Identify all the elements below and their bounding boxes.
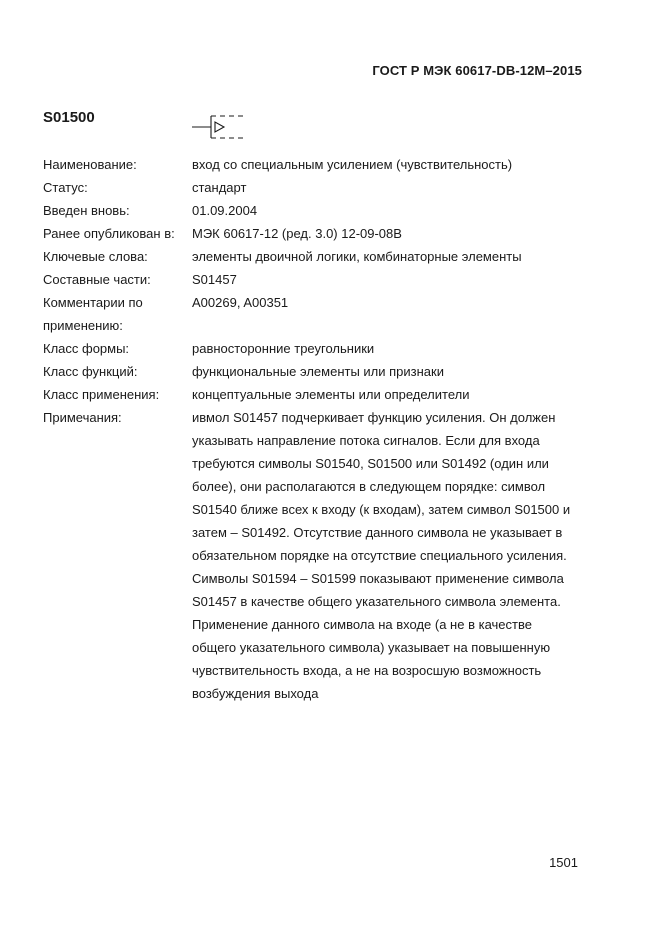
notes-line: затем – S01492. Отсутствие данного символа не указывает в [192, 525, 563, 540]
field-value: A00269, A00351 [192, 295, 289, 310]
field-value: 01.09.2004 [192, 203, 258, 218]
field-value: S01457 [192, 272, 237, 287]
notes-line: требуются символы S01540, S01500 или S01492 (один или [192, 456, 549, 471]
field-row-keywords [43, 245, 603, 268]
field-label: Класс функций: [43, 364, 138, 379]
field-row-notes [43, 406, 603, 705]
notes-line: S01540 ближе всех к входу (к входам), затем символ S01500 и [192, 502, 571, 517]
field-row-shape-class [43, 337, 603, 360]
field-row-application-class [43, 383, 603, 406]
field-label: Ранее опубликован в: [43, 226, 175, 241]
notes-line: Символы S01594 – S01599 показывают применение символа [192, 571, 564, 586]
field-value: стандарт [192, 180, 247, 195]
input-with-special-amplification-symbol-icon [192, 113, 248, 139]
field-label: Ключевые слова: [43, 249, 148, 264]
notes-line: обязательном порядке на отсутствие специального усиления. [192, 548, 567, 563]
field-value: элементы двоичной логики, комбинаторные элементы [192, 249, 522, 264]
field-label: Составные части: [43, 272, 151, 287]
field-value: вход со специальным усилением (чувствительность) [192, 157, 513, 172]
field-label: Наименование: [43, 157, 137, 172]
field-row-introduced [43, 199, 603, 222]
field-list [43, 153, 603, 705]
notes-line: возбуждения выхода [192, 686, 319, 701]
field-label-line: Комментарии по [43, 295, 143, 310]
field-label [43, 291, 189, 337]
field-value: равносторонние треугольники [192, 341, 375, 356]
notes-line: Применение данного символа на входе (а не в качестве [192, 617, 532, 632]
field-value: функциональные элементы или признаки [192, 364, 444, 379]
field-row-previously-published [43, 222, 603, 245]
field-row-function-class [43, 360, 603, 383]
page-number: 1501 [549, 855, 578, 870]
field-row-application-comments [43, 291, 603, 337]
notes-line: указывать направление потока сигналов. Если для входа [192, 433, 540, 448]
symbol-code-title: S01500 [43, 109, 95, 126]
field-value: МЭК 60617-12 (ред. 3.0) 12-09-08В [192, 226, 402, 241]
field-label: Примечания: [43, 410, 122, 425]
field-label-line: применению: [43, 318, 123, 333]
field-label: Класс формы: [43, 341, 130, 356]
field-label: Статус: [43, 180, 88, 195]
field-row-status [43, 176, 603, 199]
document-header: ГОСТ Р МЭК 60617-DB-12M–2015 [372, 63, 582, 78]
field-value: концептуальные элементы или определители [192, 387, 470, 402]
notes-line: более), они располагаются в следующем порядке: символ [192, 479, 546, 494]
notes-text [192, 406, 587, 705]
field-label: Введен вновь: [43, 203, 130, 218]
notes-line: S01457 в качестве общего указательного символа элемента. [192, 594, 561, 609]
notes-line: ивмол S01457 подчеркивает функцию усиления. Он должен [192, 410, 556, 425]
notes-line: общего указательного символа) указывает на повышенную [192, 640, 551, 655]
field-row-name [43, 153, 603, 176]
notes-line: чувствительность входа, а не на возросшую возможность [192, 663, 542, 678]
field-row-components [43, 268, 603, 291]
field-label: Класс применения: [43, 387, 160, 402]
